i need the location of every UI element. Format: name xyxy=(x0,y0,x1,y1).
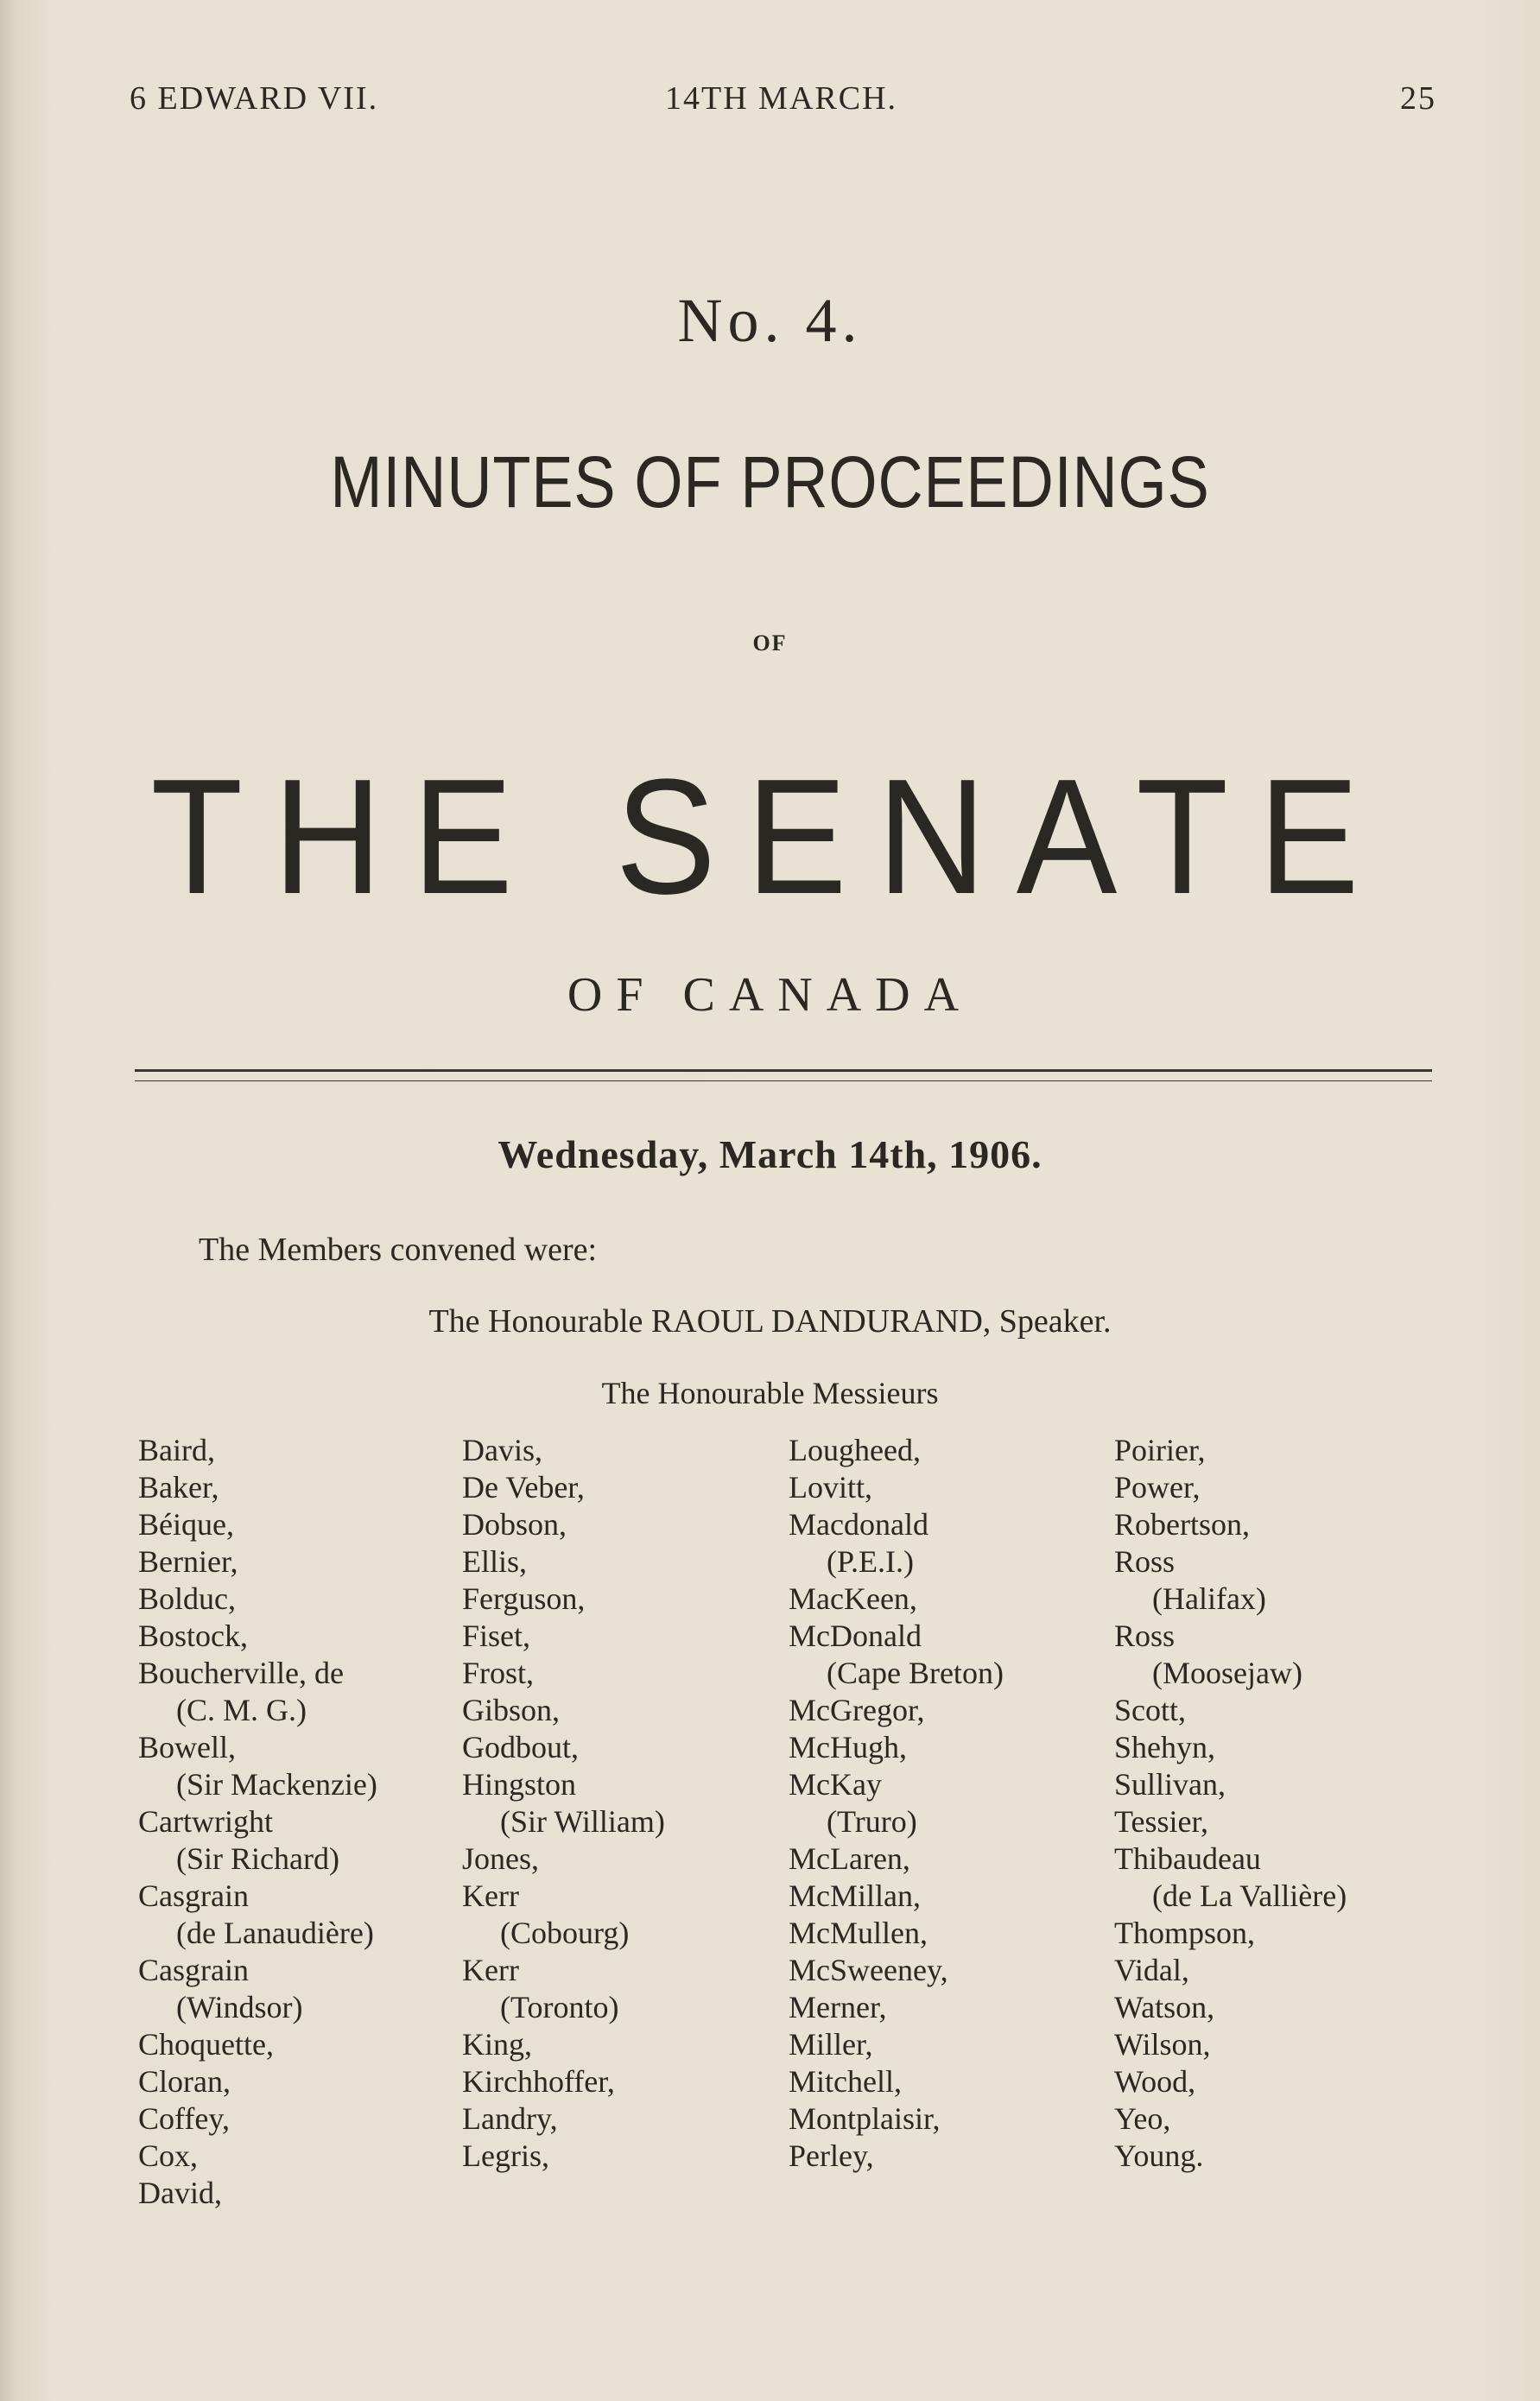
speaker-line: The Honourable RAOUL DANDURAND, Speaker. xyxy=(428,1303,1112,1340)
header-regnal-year: 6 EDWARD VII. xyxy=(130,80,379,117)
member-name: Thibaudeau xyxy=(1114,1841,1261,1876)
member-name: Choquette, xyxy=(138,2027,274,2062)
member-name: Poirier, xyxy=(1114,1433,1206,1467)
member-name: Ferguson, xyxy=(462,1581,586,1616)
member-name: Perley, xyxy=(789,2138,874,2173)
member-name: McSweeney, xyxy=(789,1953,948,1987)
member-name: Young. xyxy=(1114,2138,1204,2173)
member-name: Power, xyxy=(1114,1470,1201,1505)
member-name: Watson, xyxy=(1114,1990,1215,2024)
member-name: Vidal, xyxy=(1114,1953,1189,1987)
title-of-canada: OF CANADA xyxy=(567,968,973,1022)
member-name: McKay xyxy=(789,1767,882,1802)
member-name: Cartwright xyxy=(138,1804,273,1839)
member-name: Yeo, xyxy=(1114,2101,1171,2136)
member-name: Casgrain xyxy=(138,1878,249,1913)
member-name: Mitchell, xyxy=(789,2064,902,2099)
member-name: Ellis, xyxy=(462,1544,528,1579)
member-name: Bolduc, xyxy=(138,1581,236,1616)
member-name: Davis, xyxy=(462,1433,542,1467)
member-name: Bowell, xyxy=(138,1730,236,1764)
title-of: OF xyxy=(752,630,788,656)
member-name: (de Lanaudière) xyxy=(176,1916,374,1950)
member-name: McDonald xyxy=(789,1619,922,1653)
minutes-number: No. 4. xyxy=(677,286,863,355)
member-name: Frost, xyxy=(462,1656,535,1690)
member-name: Robertson, xyxy=(1114,1507,1250,1542)
page-number: 25 xyxy=(1400,80,1436,117)
member-name: Kerr xyxy=(462,1878,519,1913)
member-name: Kerr xyxy=(462,1953,519,1987)
member-name: Hingston xyxy=(462,1767,577,1802)
member-name: McMullen, xyxy=(789,1916,928,1950)
member-name: (de La Vallière) xyxy=(1152,1878,1347,1913)
member-name: Tessier, xyxy=(1114,1804,1209,1839)
member-name: De Veber, xyxy=(462,1470,585,1505)
member-name: Landry, xyxy=(462,2101,558,2136)
member-name: Ross xyxy=(1114,1619,1176,1653)
messieurs-heading: The Honourable Messieurs xyxy=(601,1376,939,1410)
members-column-3 xyxy=(789,1432,1004,2175)
member-name: McLaren, xyxy=(789,1841,910,1876)
member-name: (Sir Mackenzie) xyxy=(176,1767,377,1802)
member-name: (Sir Richard) xyxy=(176,1841,339,1876)
member-name: Thompson, xyxy=(1114,1916,1256,1950)
member-name: (P.E.I.) xyxy=(827,1544,914,1579)
member-name: (Cape Breton) xyxy=(827,1656,1004,1690)
member-name: Boucherville, de xyxy=(138,1656,344,1690)
member-name: Lougheed, xyxy=(789,1433,921,1467)
member-name: (Moosejaw) xyxy=(1152,1656,1302,1690)
member-name: Ross xyxy=(1114,1544,1176,1579)
title-rule xyxy=(135,1069,1432,1081)
member-name: Sullivan, xyxy=(1114,1767,1226,1802)
member-name: Merner, xyxy=(789,1990,887,2024)
member-name: Wood, xyxy=(1114,2064,1196,2099)
member-name: McHugh, xyxy=(789,1730,907,1764)
member-name: McMillan, xyxy=(789,1878,921,1913)
title-senate: THE SENATE xyxy=(150,745,1390,928)
member-name: Bernier, xyxy=(138,1544,238,1579)
members-column-1 xyxy=(138,1432,377,2212)
member-name: MacKeen, xyxy=(789,1581,917,1616)
member-name: McGregor, xyxy=(789,1693,925,1727)
member-name: Fiset, xyxy=(462,1619,531,1653)
member-name: Legris, xyxy=(462,2138,549,2173)
member-name: (Sir William) xyxy=(500,1804,665,1839)
sitting-date: Wednesday, March 14th, 1906. xyxy=(497,1132,1043,1176)
member-name: Baker, xyxy=(138,1470,219,1505)
member-name: Macdonald xyxy=(789,1507,928,1542)
member-name: Coffey, xyxy=(138,2101,230,2136)
member-name: Scott, xyxy=(1114,1693,1187,1727)
members-convened-text: The Members convened were: xyxy=(199,1232,598,1268)
member-name: (Cobourg) xyxy=(500,1916,630,1950)
members-column-2 xyxy=(462,1432,665,2175)
member-name: David, xyxy=(138,2176,222,2210)
member-name: Béique, xyxy=(138,1507,234,1542)
member-name: Lovitt, xyxy=(789,1470,872,1505)
member-name: Wilson, xyxy=(1114,2027,1211,2062)
member-name: Gibson, xyxy=(462,1693,561,1727)
member-name: Godbout, xyxy=(462,1730,579,1764)
member-name: Baird, xyxy=(138,1433,215,1467)
running-header xyxy=(130,79,1436,123)
member-name: Cloran, xyxy=(138,2064,231,2099)
member-name: Casgrain xyxy=(138,1953,249,1987)
member-name: King, xyxy=(462,2027,532,2062)
member-name: Montplaisir, xyxy=(789,2101,941,2136)
header-date: 14TH MARCH. xyxy=(665,80,898,117)
member-name: Shehyn, xyxy=(1114,1730,1215,1764)
member-name: (C. M. G.) xyxy=(176,1693,307,1727)
member-name: (Halifax) xyxy=(1152,1581,1266,1616)
member-name: Dobson, xyxy=(462,1507,567,1542)
member-name: (Toronto) xyxy=(500,1990,619,2024)
member-name: Miller, xyxy=(789,2027,873,2062)
member-name: (Truro) xyxy=(827,1804,917,1839)
title-minutes: MINUTES OF PROCEEDINGS xyxy=(330,441,1210,523)
member-name: Bostock, xyxy=(138,1619,249,1653)
member-name: Cox, xyxy=(138,2138,199,2173)
member-name: Jones, xyxy=(462,1841,539,1876)
member-name: (Windsor) xyxy=(176,1990,303,2024)
member-name: Kirchhoffer, xyxy=(462,2064,615,2099)
members-column-4 xyxy=(1114,1432,1347,2175)
